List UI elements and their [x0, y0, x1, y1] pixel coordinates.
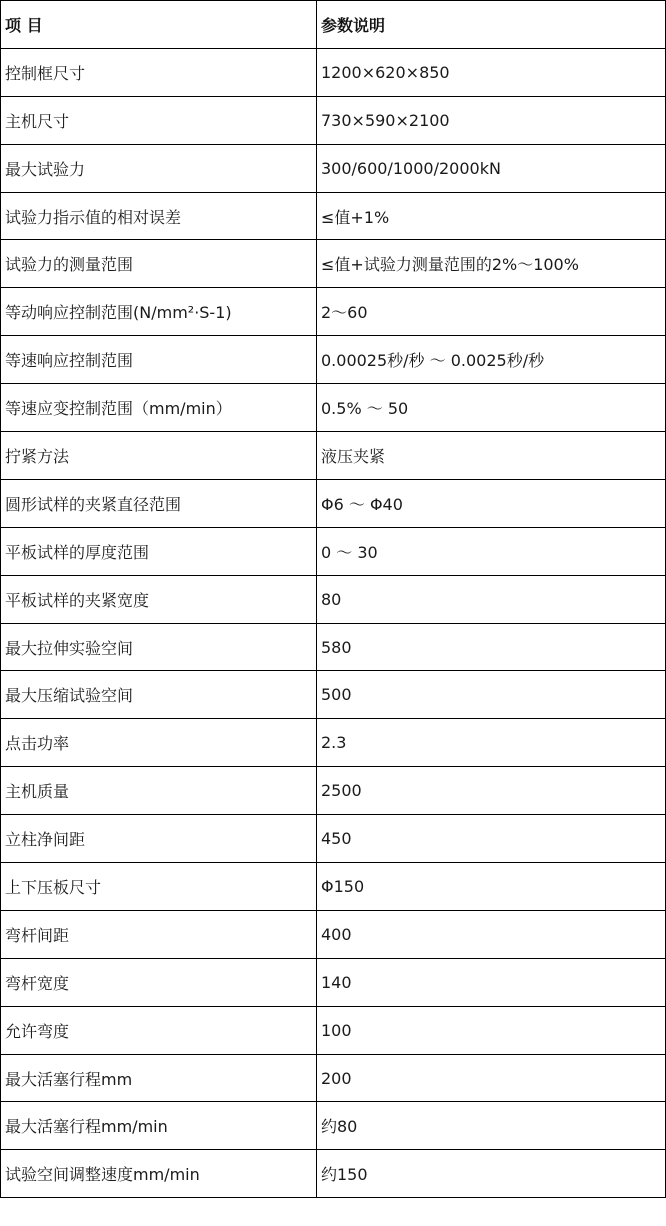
table-row	[1, 1102, 666, 1150]
row-param-value: Φ150	[317, 863, 666, 911]
row-param-value: 1200×620×850	[317, 48, 666, 96]
spec-table-body	[1, 1, 666, 1198]
row-item-name: 弯杆宽度	[1, 958, 317, 1006]
table-row	[1, 910, 666, 958]
row-item-name: 点击功率	[1, 719, 317, 767]
table-row	[1, 384, 666, 432]
row-param-value: 730×590×2100	[317, 96, 666, 144]
table-row	[1, 96, 666, 144]
table-row	[1, 432, 666, 480]
row-param-value: 约80	[317, 1102, 666, 1150]
table-row	[1, 863, 666, 911]
row-param-value: 约150	[317, 1150, 666, 1198]
table-row	[1, 1006, 666, 1054]
row-param-value: ≤值+试验力测量范围的2%～100%	[317, 240, 666, 288]
row-item-name: 等动响应控制范围(N/mm²·S-1)	[1, 288, 317, 336]
row-param-value: 0.00025秒/秒 ～ 0.0025秒/秒	[317, 336, 666, 384]
row-item-name: 试验空间调整速度mm/min	[1, 1150, 317, 1198]
row-param-value: Φ6 ～ Φ40	[317, 479, 666, 527]
row-item-name: 平板试样的厚度范围	[1, 527, 317, 575]
row-item-name: 最大活塞行程mm	[1, 1054, 317, 1102]
row-param-value: 400	[317, 910, 666, 958]
table-row	[1, 767, 666, 815]
row-item-name: 控制框尺寸	[1, 48, 317, 96]
row-param-value: 200	[317, 1054, 666, 1102]
table-row	[1, 240, 666, 288]
row-param-value: 0.5% ～ 50	[317, 384, 666, 432]
table-row	[1, 719, 666, 767]
table-row	[1, 336, 666, 384]
table-row	[1, 479, 666, 527]
header-param: 参数说明	[317, 1, 666, 49]
row-item-name: 最大试验力	[1, 144, 317, 192]
row-param-value: 80	[317, 575, 666, 623]
table-header-row	[1, 1, 666, 49]
table-row	[1, 623, 666, 671]
row-item-name: 拧紧方法	[1, 432, 317, 480]
header-item: 项 目	[1, 1, 317, 49]
row-item-name: 等速应变控制范围（mm/min）	[1, 384, 317, 432]
row-item-name: 上下压板尺寸	[1, 863, 317, 911]
row-param-value: 0 ～ 30	[317, 527, 666, 575]
table-row	[1, 288, 666, 336]
table-row	[1, 958, 666, 1006]
table-row	[1, 671, 666, 719]
row-param-value: 580	[317, 623, 666, 671]
row-item-name: 主机质量	[1, 767, 317, 815]
row-param-value: 500	[317, 671, 666, 719]
row-param-value: 液压夹紧	[317, 432, 666, 480]
table-row	[1, 1054, 666, 1102]
row-item-name: 允许弯度	[1, 1006, 317, 1054]
row-item-name: 最大拉伸实验空间	[1, 623, 317, 671]
row-param-value: 300/600/1000/2000kN	[317, 144, 666, 192]
row-param-value: ≤值+1%	[317, 192, 666, 240]
table-row	[1, 48, 666, 96]
table-row	[1, 192, 666, 240]
row-item-name: 试验力的测量范围	[1, 240, 317, 288]
table-row	[1, 527, 666, 575]
row-item-name: 试验力指示值的相对误差	[1, 192, 317, 240]
row-item-name: 平板试样的夹紧宽度	[1, 575, 317, 623]
row-item-name: 主机尺寸	[1, 96, 317, 144]
row-param-value: 2500	[317, 767, 666, 815]
row-param-value: 140	[317, 958, 666, 1006]
row-item-name: 等速响应控制范围	[1, 336, 317, 384]
table-row	[1, 144, 666, 192]
table-row	[1, 575, 666, 623]
row-item-name: 立柱净间距	[1, 815, 317, 863]
row-item-name: 最大活塞行程mm/min	[1, 1102, 317, 1150]
table-row	[1, 1150, 666, 1198]
row-item-name: 弯杆间距	[1, 910, 317, 958]
row-param-value: 2～60	[317, 288, 666, 336]
table-row	[1, 815, 666, 863]
row-item-name: 圆形试样的夹紧直径范围	[1, 479, 317, 527]
row-param-value: 100	[317, 1006, 666, 1054]
row-item-name: 最大压缩试验空间	[1, 671, 317, 719]
row-param-value: 2.3	[317, 719, 666, 767]
row-param-value: 450	[317, 815, 666, 863]
